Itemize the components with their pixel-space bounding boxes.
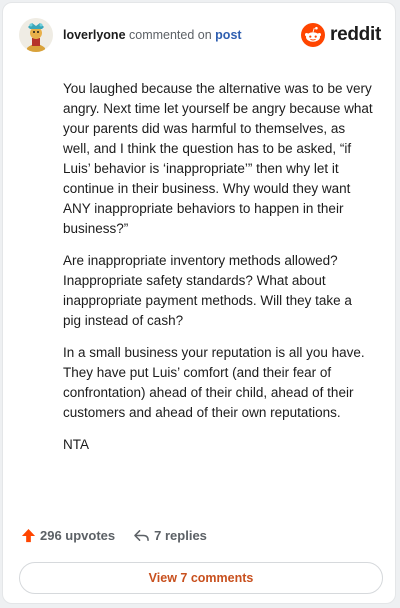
replies-count: 7 replies <box>154 528 207 543</box>
avatar-icon <box>19 18 53 52</box>
comment-header <box>19 17 381 53</box>
comment-meta <box>63 28 242 42</box>
avatar[interactable] <box>19 18 53 52</box>
reddit-wordmark: reddit <box>330 24 381 45</box>
upvote-count: 296 upvotes <box>40 528 116 543</box>
post-link[interactable]: post <box>215 28 242 42</box>
reddit-logo[interactable] <box>301 23 381 47</box>
comment-actions <box>21 528 207 543</box>
replies-button[interactable] <box>133 528 207 543</box>
comment-paragraph: You laughed because the alternative was to be very angry. Next time let yourself be angry because what your parents did was harmful to themselves, as well, and I think the question has to be asked, “if Luis’ behavior is ‘inappropriate’” then why let it continue in their business. Why would they want ANY inappropriate behaviors to happen in their business?” <box>63 81 373 236</box>
commented-on-text: commented on <box>125 28 216 42</box>
comment-paragraph: In a small business your reputation is all you have. They have put Luis’ comfort (and their fear of confrontation) ahead of their child, ahead of their customers and ahead of their own reputations. <box>63 345 365 420</box>
upvote-button[interactable] <box>21 528 115 543</box>
username-link[interactable]: loverlyone <box>63 28 126 42</box>
comment-card <box>2 2 396 604</box>
reddit-snoo-icon <box>301 23 325 47</box>
comment-body <box>63 79 373 467</box>
comment-paragraph: NTA <box>63 437 89 452</box>
view-comments-button[interactable]: View 7 comments <box>19 562 383 594</box>
upvote-arrow-icon <box>21 528 36 543</box>
reply-arrow-icon <box>133 528 150 543</box>
comment-paragraph: Are inappropriate inventory methods allowed? Inappropriate safety standards? What about inappropriate payment methods. Will they take a pig instead of cash? <box>63 253 352 328</box>
